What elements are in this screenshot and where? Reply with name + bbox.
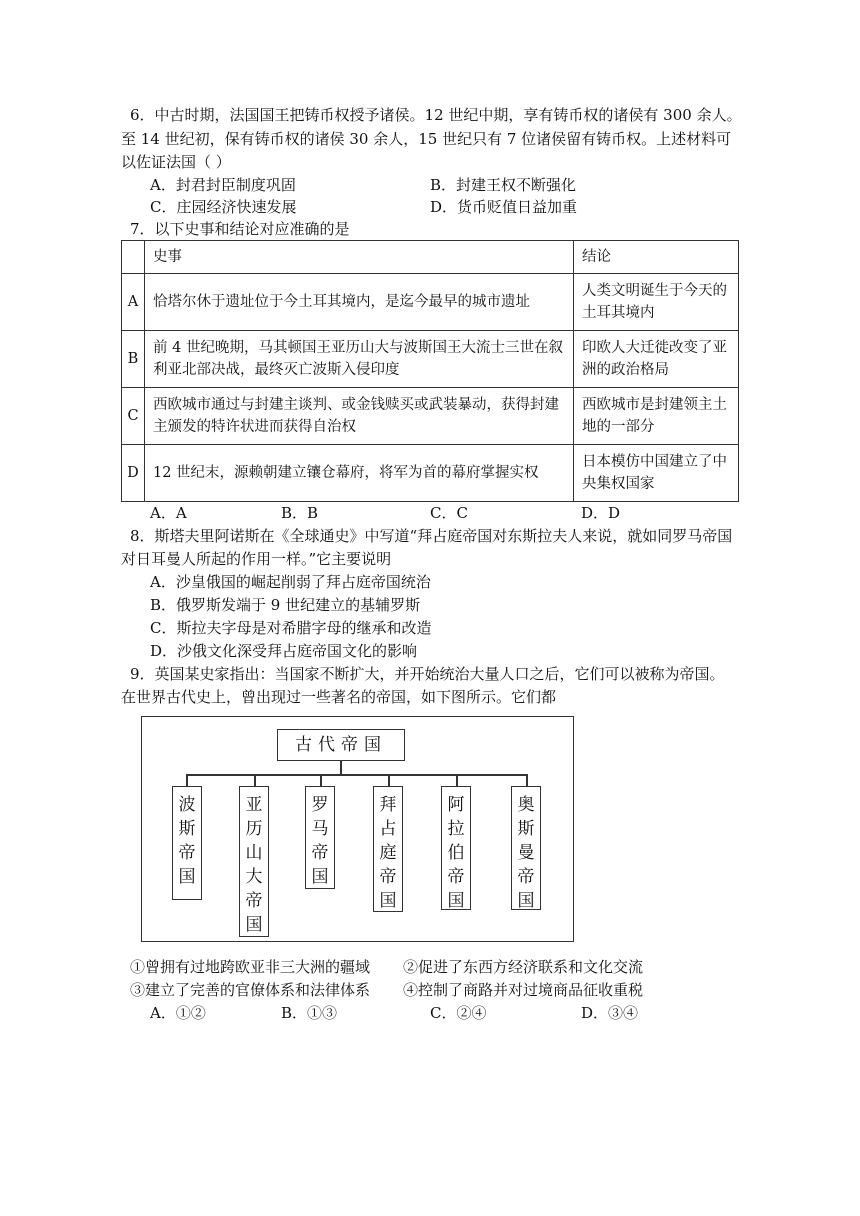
row-conclusion: 人类文明诞生于今天的土耳其境内 [574,274,739,331]
row-label: C [122,388,145,445]
row-event: 12 世纪末，源赖朝建立镶仓幕府，将军为首的幕府掌握实权 [145,445,574,502]
row-label: B [122,331,145,388]
q8-option-d: D．沙俄文化深受拜占庭帝国文化的影响 [150,642,418,660]
q9-statement-3: ③建立了完善的官僚体系和法律体系 [130,981,371,999]
row-conclusion: 印欧人大迁徙改变了亚洲的政治格局 [574,331,739,388]
table-header-label [122,241,145,274]
q9-option-b: B．①③ [281,1004,338,1022]
row-conclusion: 西欧城市是封建领主土地的一部分 [574,388,739,445]
empire-byzantine: 拜 占 庭 帝 国 [373,786,403,912]
row-event: 前 4 世纪晚期，马其顿国王亚历山大与波斯国王大流士三世在叙利亚北部决战，最终灭亡波斯入侵印度 [145,331,574,388]
empire-diagram [141,716,574,942]
q9-statement-4: ④控制了商路并对过境商品征收重税 [403,981,644,999]
q8-option-c: C．斯拉夫字母是对希腊字母的继承和改造 [150,619,432,637]
q9-stem-line-2: 在世界古代史上，曾出现过一些著名的帝国，如下图所示。它们都 [121,688,557,706]
connector-branch [186,774,188,786]
connector-horizontal [186,774,528,776]
row-event: 西欧城市通过与封建主谈判、或金钱赎买或武装暴动，获得封建主颁发的特许状进而获得自治权 [145,388,574,445]
q8-stem-line-2: 对日耳曼人所起的作用一样。”它主要说明 [121,550,392,568]
connector-trunk [340,761,342,774]
q7-option-d: D．D [581,504,621,522]
row-label: A [122,274,145,331]
q6-option-c: C．庄园经济快速发展 [150,198,297,216]
table-header-conclusion: 结论 [574,241,739,274]
q8-stem-line-1: 8．斯塔夫里阿诺斯在《全球通史》中写道“拜占庭帝国对东斯拉夫人来说，就如同罗马帝国 [130,527,733,545]
q6-stem-line-1: 6．中古时期，法国国王把铸币权授予诸侯。12 世纪中期，享有铸币权的诸侯有 300 余人。 [130,106,742,124]
q7-table [121,240,739,502]
connector-branch [456,774,458,786]
connector-branch [320,774,322,786]
q6-option-a: A．封君封臣制度巩固 [150,176,296,194]
q6-stem-line-3: 以佐证法国（ ） [121,153,231,171]
q7-option-b: B．B [281,504,319,522]
connector-branch [254,774,256,786]
diagram-root: 古代帝国 [277,729,405,761]
q9-stem-line-1: 9．英国某史家指出：当国家不断扩大，并开始统治大量人口之后，它们可以被称为帝国。 [130,665,725,683]
q9-statement-2: ②促进了东西方经济联系和文化交流 [403,958,644,976]
table-row [122,388,739,445]
q6-stem-line-2: 至 14 世纪初，保有铸币权的诸侯 30 余人，15 世纪只有 7 位诸侯留有铸币权。上述材料可 [121,130,732,148]
table-header-row [122,241,739,274]
empire-persia: 波 斯 帝 国 [172,786,202,900]
empire-alexander: 亚 历 山 大 帝 国 [239,786,269,937]
q9-option-c: C．②④ [430,1004,487,1022]
q9-statement-1: ①曾拥有过地跨欧亚非三大洲的疆域 [130,958,371,976]
q9-option-a: A．①② [150,1004,206,1022]
connector-branch [526,774,528,786]
table-row [122,445,739,502]
empire-ottoman: 奥 斯 曼 帝 国 [511,786,541,910]
q7-stem: 7．以下史事和结论对应准确的是 [130,220,350,238]
empire-rome: 罗 马 帝 国 [305,786,335,889]
q6-option-b: B．封建王权不断强化 [430,176,577,194]
empire-arab: 阿 拉 伯 帝 国 [441,786,471,910]
q6-option-d: D．货币贬值日益加重 [430,198,578,216]
table-header-event: 史事 [145,241,574,274]
row-conclusion: 日本模仿中国建立了中央集权国家 [574,445,739,502]
q9-option-d: D．③④ [581,1004,639,1022]
row-label: D [122,445,145,502]
connector-branch [388,774,390,786]
table-row [122,331,739,388]
q8-option-b: B．俄罗斯发端于 9 世纪建立的基辅罗斯 [150,596,421,614]
table-row [122,274,739,331]
q8-option-a: A．沙皇俄国的崛起削弱了拜占庭帝国统治 [150,573,431,591]
q7-option-c: C．C [430,504,468,522]
q7-option-a: A．A [150,504,187,522]
row-event: 恰塔尔休于遗址位于今土耳其境内，是迄今最早的城市遗址 [145,274,574,331]
